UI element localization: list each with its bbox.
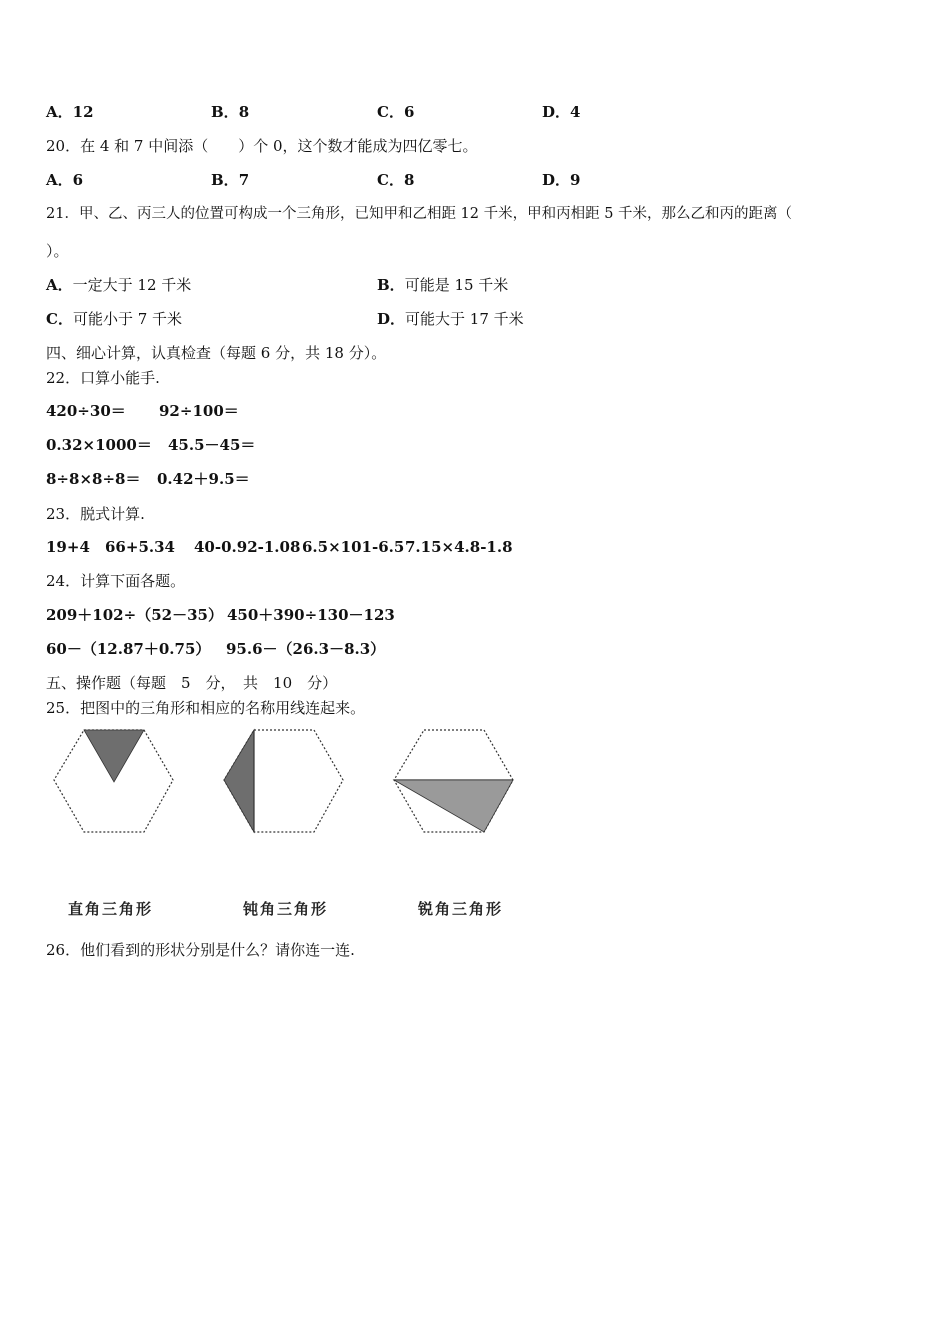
q22-item: 92÷100＝ (159, 402, 239, 420)
q22-stem: 22．口算小能手. (46, 369, 160, 387)
q21-option-a: A．一定大于 12 千米 (46, 276, 192, 294)
q20-option-a: A．6 (46, 171, 84, 189)
section4-title: 四、细心计算，认真检查（每题 6 分，共 18 分）。 (46, 344, 387, 362)
q19-option-a: A．12 (46, 103, 94, 121)
hexagon-figure-3 (394, 730, 513, 832)
q19-option-c: C．6 (377, 103, 415, 121)
q24-item: 450＋390÷130－123 (227, 606, 395, 624)
q21-stem-line2: ）。 (46, 242, 69, 260)
q21-option-c: C．可能小于 7 千米 (46, 310, 183, 328)
q24-stem: 24．计算下面各题。 (46, 572, 186, 590)
q24-item: 95.6－（26.3－8.3） (226, 640, 386, 658)
q23-item: 19+4 (46, 538, 90, 556)
q23-stem: 23．脱式计算. (46, 505, 145, 523)
q22-item: 420÷30＝ (46, 402, 126, 420)
q23-item: 40-0.92-1.08 (194, 538, 301, 556)
triangle-shape (224, 730, 254, 832)
q22-item: 0.42＋9.5＝ (157, 470, 250, 488)
q21-stem-line1: 21．甲、乙、丙三人的位置可构成一个三角形，已知甲和乙相距 12 千米，甲和丙相距 5 千米，那么乙和丙的距离（ (46, 206, 793, 222)
q20-stem: 20．在 4 和 7 中间添（ ）个 0，这个数才能成为四亿零七。 (46, 137, 478, 155)
label-acute-triangle: 锐角三角形 (418, 900, 504, 918)
q25-stem: 25．把图中的三角形和相应的名称用线连起来。 (46, 699, 366, 717)
q21-option-d: D．可能大于 17 千米 (377, 310, 524, 328)
q19-option-b: B．8 (211, 103, 250, 121)
hexagon-figure-2 (224, 730, 343, 832)
q22-item: 45.5－45＝ (168, 436, 256, 454)
q20-option-c: C．8 (377, 171, 415, 189)
hexagon-figure-1 (54, 730, 173, 832)
q21-option-b: B．可能是 15 千米 (377, 276, 509, 294)
q23-item: 7.15×4.8-1.8 (405, 538, 513, 556)
q22-item: 0.32×1000＝ (46, 436, 152, 454)
q23-item: 66+5.34 (105, 538, 175, 556)
section5-title: 五、操作题（每题 5 分， 共 10 分） (46, 674, 338, 692)
q20-option-d: D．9 (542, 171, 581, 189)
q23-item: 6.5×101-6.5 (302, 538, 405, 556)
label-right-triangle: 直角三角形 (68, 900, 154, 918)
q24-item: 209＋102÷（52－35） (46, 606, 223, 624)
q19-option-d: D．4 (542, 103, 581, 121)
label-obtuse-triangle: 钝角三角形 (243, 900, 329, 918)
hexagon-figures (46, 722, 526, 847)
q22-item: 8÷8×8÷8＝ (46, 470, 141, 488)
q24-item: 60－（12.87＋0.75） (46, 640, 211, 658)
q26-stem: 26．他们看到的形状分别是什么？请你连一连. (46, 941, 355, 959)
q20-option-b: B．7 (211, 171, 250, 189)
